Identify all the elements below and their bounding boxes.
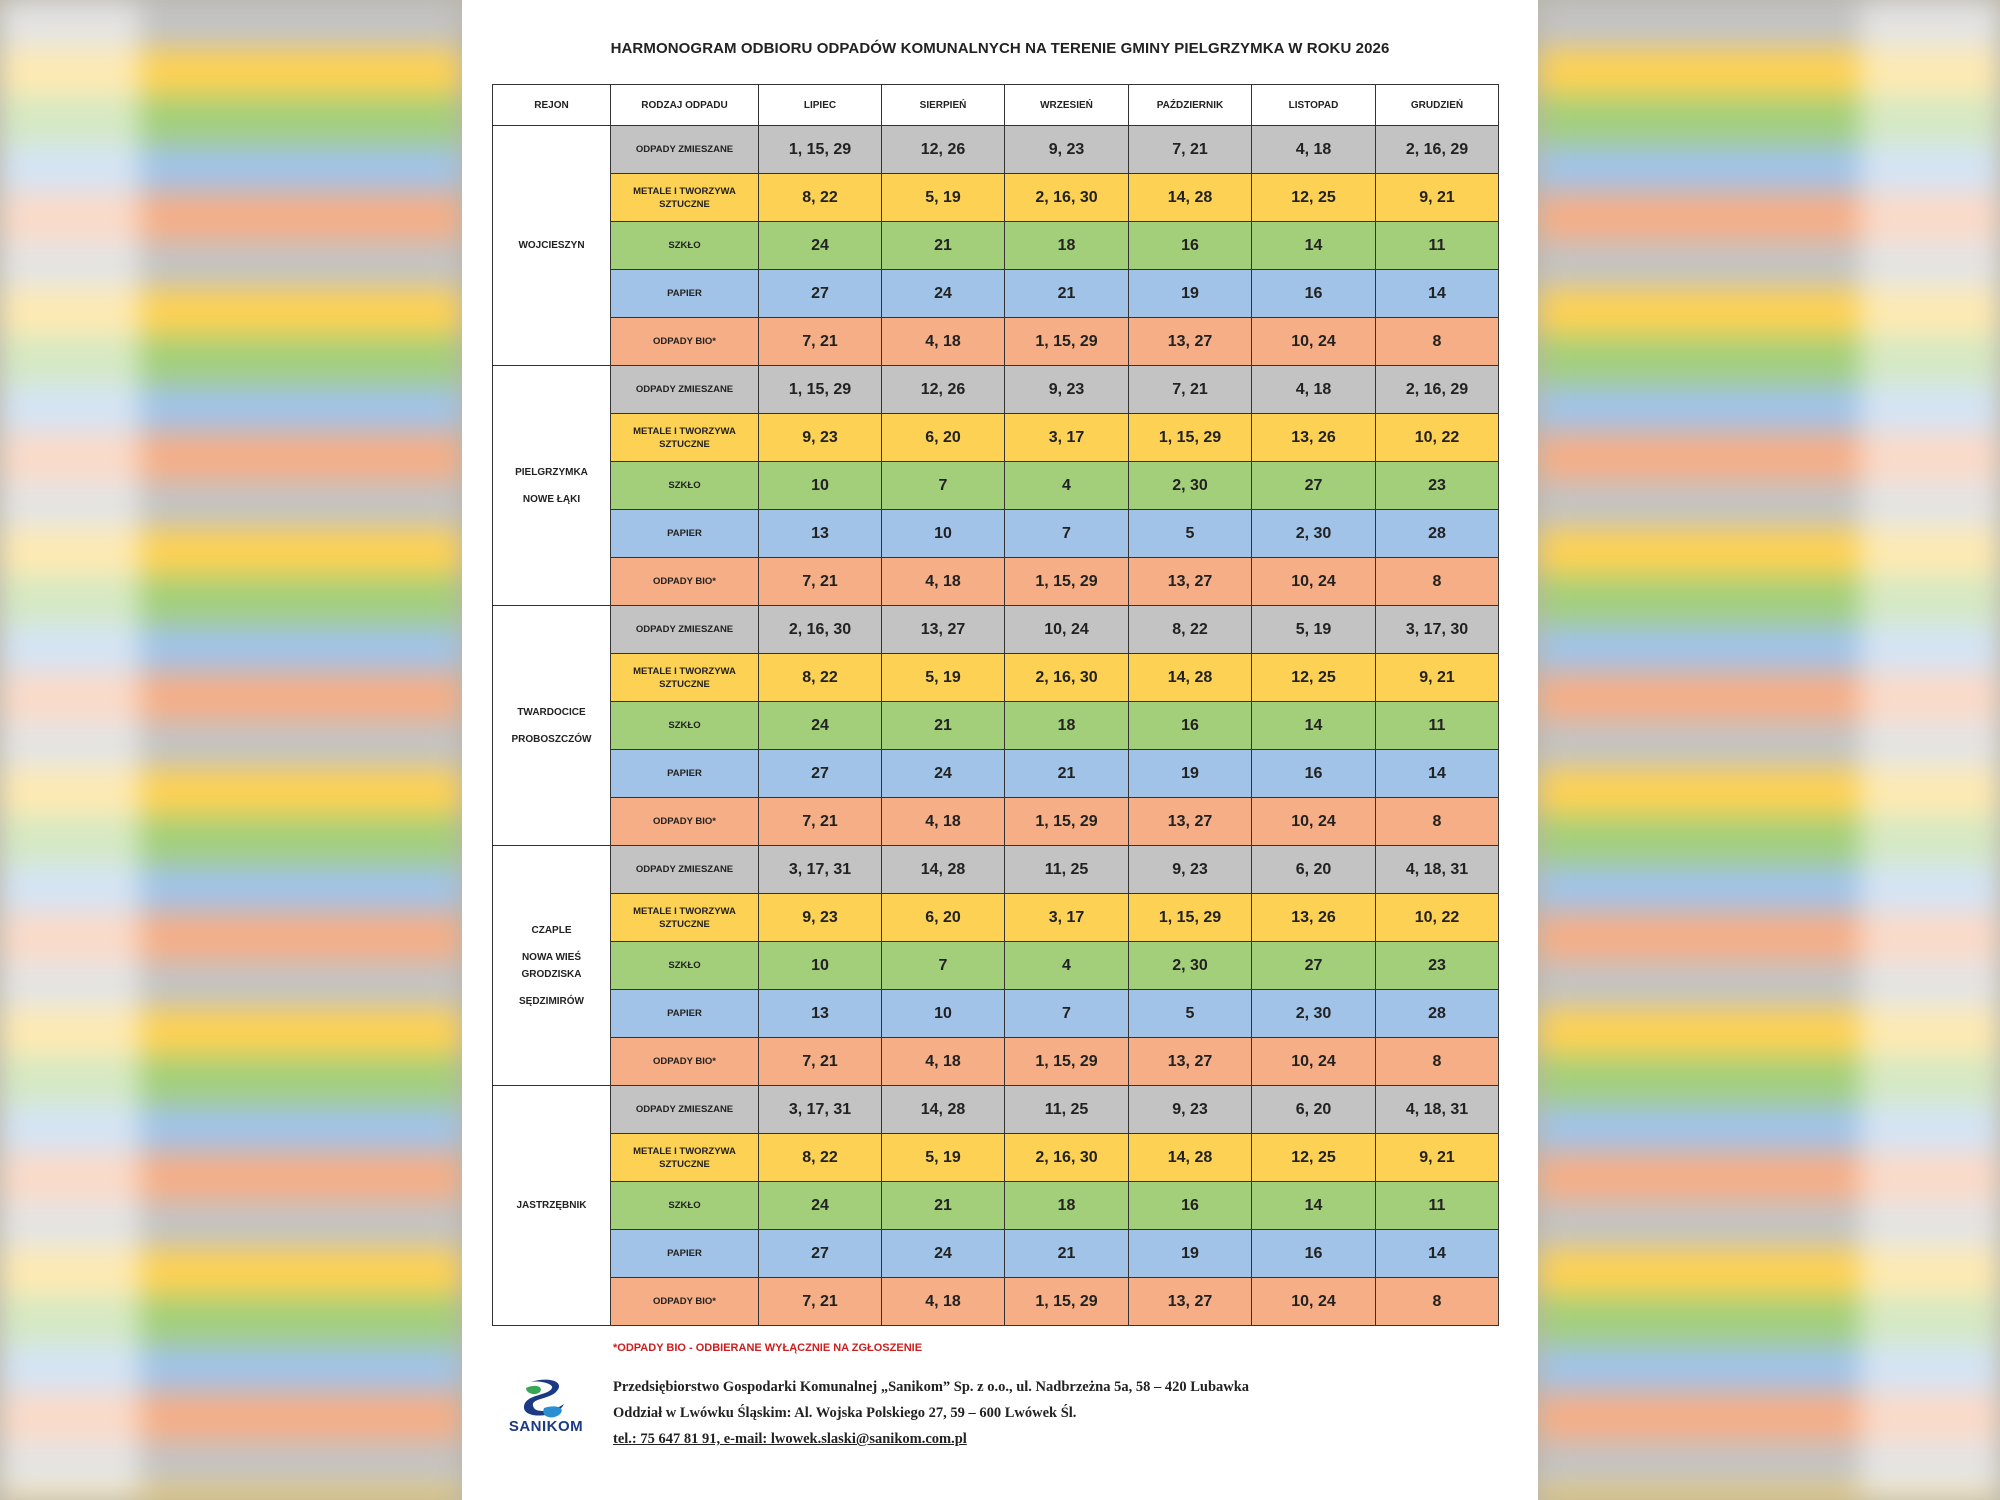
date-cell: 10, 22 (1376, 414, 1499, 462)
date-cell: 7 (1005, 990, 1129, 1038)
table-row (493, 558, 1499, 606)
date-cell: 27 (1252, 942, 1376, 990)
region-name: PROBOSZCZÓW (511, 733, 592, 745)
date-cell: 4 (1005, 942, 1129, 990)
date-cell: 4, 18 (882, 1038, 1005, 1086)
header-row (493, 85, 1499, 126)
date-cell: 13, 27 (1129, 558, 1252, 606)
date-cell: 4, 18 (882, 318, 1005, 366)
date-cell: 5 (1129, 990, 1252, 1038)
region-cell (493, 606, 611, 846)
blurred-shade (1860, 0, 2000, 1500)
date-cell: 10, 24 (1252, 318, 1376, 366)
date-cell: 1, 15, 29 (759, 366, 882, 414)
date-cell: 1, 15, 29 (1005, 558, 1129, 606)
date-cell: 14, 28 (1129, 1134, 1252, 1182)
date-cell: 16 (1252, 750, 1376, 798)
date-cell: 14, 28 (882, 846, 1005, 894)
header-month: SIERPIEŃ (882, 85, 1005, 126)
date-cell: 13, 27 (1129, 318, 1252, 366)
date-cell: 21 (882, 702, 1005, 750)
date-cell: 9, 21 (1376, 174, 1499, 222)
date-cell: 19 (1129, 270, 1252, 318)
waste-type-cell: METALE I TWORZYWA SZTUCZNE (611, 1134, 759, 1182)
date-cell: 7, 21 (1129, 366, 1252, 414)
date-cell: 27 (759, 1230, 882, 1278)
date-cell: 6, 20 (1252, 846, 1376, 894)
date-cell: 8 (1376, 558, 1499, 606)
date-cell: 8 (1376, 798, 1499, 846)
header-month: WRZESIEŃ (1005, 85, 1129, 126)
date-cell: 19 (1129, 750, 1252, 798)
date-cell: 21 (1005, 750, 1129, 798)
date-cell: 9, 23 (1129, 846, 1252, 894)
region-name: TWARDOCICE (517, 706, 586, 718)
table-row (493, 654, 1499, 702)
date-cell: 1, 15, 29 (759, 126, 882, 174)
region-gap (493, 939, 610, 949)
date-cell: 9, 21 (1376, 654, 1499, 702)
blurred-background-right (1538, 0, 2000, 1500)
region-gap (493, 481, 610, 491)
table-row (493, 798, 1499, 846)
waste-type-cell: SZKŁO (611, 462, 759, 510)
date-cell: 16 (1129, 702, 1252, 750)
date-cell: 16 (1129, 1182, 1252, 1230)
date-cell: 1, 15, 29 (1005, 798, 1129, 846)
waste-type-cell: SZKŁO (611, 1182, 759, 1230)
date-cell: 1, 15, 29 (1005, 1278, 1129, 1326)
schedule-table (492, 84, 1499, 1326)
date-cell: 10 (882, 990, 1005, 1038)
header-rodzaj-odpadu: RODZAJ ODPADU (611, 85, 759, 126)
date-cell: 12, 26 (882, 366, 1005, 414)
date-cell: 7 (882, 942, 1005, 990)
date-cell: 13, 26 (1252, 414, 1376, 462)
date-cell: 13, 26 (1252, 894, 1376, 942)
date-cell: 5 (1129, 510, 1252, 558)
date-cell: 3, 17, 31 (759, 846, 882, 894)
date-cell: 5, 19 (882, 1134, 1005, 1182)
waste-type-cell: ODPADY BIO* (611, 1038, 759, 1086)
table-row (493, 366, 1499, 414)
date-cell: 3, 17 (1005, 414, 1129, 462)
date-cell: 8, 22 (759, 1134, 882, 1182)
date-cell: 21 (882, 222, 1005, 270)
table-row (493, 750, 1499, 798)
date-cell: 11 (1376, 702, 1499, 750)
region-gap (493, 721, 610, 731)
table-row (493, 846, 1499, 894)
date-cell: 16 (1129, 222, 1252, 270)
date-cell: 27 (1252, 462, 1376, 510)
date-cell: 3, 17, 31 (759, 1086, 882, 1134)
date-cell: 7, 21 (759, 1038, 882, 1086)
date-cell: 8, 22 (1129, 606, 1252, 654)
waste-type-cell: PAPIER (611, 990, 759, 1038)
header-month: PAŹDZIERNIK (1129, 85, 1252, 126)
date-cell: 2, 16, 30 (1005, 1134, 1129, 1182)
date-cell: 4, 18, 31 (1376, 846, 1499, 894)
date-cell: 23 (1376, 462, 1499, 510)
date-cell: 9, 23 (1005, 126, 1129, 174)
date-cell: 10 (759, 942, 882, 990)
date-cell: 10, 24 (1252, 798, 1376, 846)
date-cell: 27 (759, 270, 882, 318)
date-cell: 7, 21 (1129, 126, 1252, 174)
waste-type-cell: PAPIER (611, 750, 759, 798)
date-cell: 9, 21 (1376, 1134, 1499, 1182)
region-name: CZAPLE (531, 924, 572, 936)
date-cell: 10 (882, 510, 1005, 558)
date-cell: 13 (759, 990, 882, 1038)
table-row (493, 1278, 1499, 1326)
date-cell: 13, 27 (1129, 798, 1252, 846)
date-cell: 27 (759, 750, 882, 798)
date-cell: 14 (1252, 1182, 1376, 1230)
date-cell: 5, 19 (882, 174, 1005, 222)
region-cell (493, 366, 611, 606)
waste-type-cell: PAPIER (611, 270, 759, 318)
date-cell: 14 (1376, 270, 1499, 318)
date-cell: 5, 19 (1252, 606, 1376, 654)
date-cell: 18 (1005, 702, 1129, 750)
table-row (493, 606, 1499, 654)
region-name: WOJCIESZYN (518, 240, 585, 251)
date-cell: 4, 18 (1252, 366, 1376, 414)
date-cell: 14 (1376, 750, 1499, 798)
table-row (493, 1038, 1499, 1086)
region-name: PIELGRZYMKA (515, 466, 588, 478)
date-cell: 13, 27 (1129, 1278, 1252, 1326)
date-cell: 13, 27 (882, 606, 1005, 654)
date-cell: 2, 30 (1129, 942, 1252, 990)
date-cell: 1, 15, 29 (1005, 318, 1129, 366)
date-cell: 24 (882, 270, 1005, 318)
date-cell: 24 (759, 702, 882, 750)
date-cell: 19 (1129, 1230, 1252, 1278)
date-cell: 3, 17, 30 (1376, 606, 1499, 654)
date-cell: 28 (1376, 990, 1499, 1038)
date-cell: 7, 21 (759, 798, 882, 846)
waste-type-cell: ODPADY BIO* (611, 798, 759, 846)
date-cell: 2, 16, 29 (1376, 126, 1499, 174)
date-cell: 7, 21 (759, 1278, 882, 1326)
waste-type-cell: ODPADY ZMIESZANE (611, 606, 759, 654)
date-cell: 24 (759, 1182, 882, 1230)
date-cell: 10, 24 (1252, 1038, 1376, 1086)
table-row (493, 318, 1499, 366)
date-cell: 3, 17 (1005, 894, 1129, 942)
footer-contact-link[interactable]: tel.: 75 647 81 91, e-mail: lwowek.slaski@sanikom.com.pl (613, 1431, 967, 1447)
date-cell: 9, 23 (1129, 1086, 1252, 1134)
date-cell: 4, 18 (882, 1278, 1005, 1326)
waste-type-cell: ODPADY BIO* (611, 1278, 759, 1326)
table-row (493, 990, 1499, 1038)
date-cell: 4, 18 (1252, 126, 1376, 174)
date-cell: 12, 25 (1252, 174, 1376, 222)
footer-branch-line: Oddział w Lwówku Śląskim: Al. Wojska Polskiego 27, 59 – 600 Lwówek Śl. (613, 1405, 1077, 1421)
date-cell: 9, 23 (759, 894, 882, 942)
date-cell: 11 (1376, 222, 1499, 270)
date-cell: 2, 16, 30 (1005, 174, 1129, 222)
date-cell: 24 (759, 222, 882, 270)
date-cell: 10, 24 (1252, 1278, 1376, 1326)
date-cell: 6, 20 (882, 414, 1005, 462)
waste-type-cell: PAPIER (611, 510, 759, 558)
waste-type-cell: ODPADY ZMIESZANE (611, 126, 759, 174)
date-cell: 7, 21 (759, 558, 882, 606)
date-cell: 11, 25 (1005, 846, 1129, 894)
table-row (493, 462, 1499, 510)
blurred-background-left (0, 0, 462, 1500)
date-cell: 11, 25 (1005, 1086, 1129, 1134)
date-cell: 2, 16, 29 (1376, 366, 1499, 414)
footer-company-line: Przedsiębiorstwo Gospodarki Komunalnej „Sanikom” Sp. z o.o., ul. Nadbrzeżna 5a, 58 – 420 Lubawka (613, 1379, 1250, 1395)
date-cell: 21 (1005, 270, 1129, 318)
date-cell: 21 (1005, 1230, 1129, 1278)
header-month: GRUDZIEŃ (1376, 85, 1499, 126)
date-cell: 10, 24 (1005, 606, 1129, 654)
waste-type-cell: ODPADY ZMIESZANE (611, 846, 759, 894)
date-cell: 24 (882, 1230, 1005, 1278)
date-cell: 9, 23 (1005, 366, 1129, 414)
date-cell: 13 (759, 510, 882, 558)
table-row (493, 414, 1499, 462)
table-row (493, 1086, 1499, 1134)
table-row (493, 942, 1499, 990)
region-name: NOWE ŁĄKI (522, 493, 581, 505)
date-cell: 14, 28 (882, 1086, 1005, 1134)
waste-type-cell: METALE I TWORZYWA SZTUCZNE (611, 894, 759, 942)
date-cell: 12, 26 (882, 126, 1005, 174)
region-cell (493, 846, 611, 1086)
date-cell: 2, 30 (1252, 990, 1376, 1038)
waste-type-cell: ODPADY BIO* (611, 318, 759, 366)
date-cell: 14, 28 (1129, 174, 1252, 222)
date-cell: 23 (1376, 942, 1499, 990)
region-name: NOWA WIEŚ GRODZISKA (521, 951, 582, 980)
date-cell: 24 (882, 750, 1005, 798)
date-cell: 8 (1376, 1278, 1499, 1326)
header-rejon: REJON (493, 85, 611, 126)
bio-note: *ODPADY BIO - ODBIERANE WYŁĄCZNIE NA ZGŁOSZENIE (613, 1342, 923, 1354)
date-cell: 6, 20 (1252, 1086, 1376, 1134)
waste-type-cell: ODPADY ZMIESZANE (611, 1086, 759, 1134)
header-month: LIPIEC (759, 85, 882, 126)
waste-type-cell: METALE I TWORZYWA SZTUCZNE (611, 654, 759, 702)
date-cell: 7 (1005, 510, 1129, 558)
waste-type-cell: SZKŁO (611, 222, 759, 270)
date-cell: 1, 15, 29 (1005, 1038, 1129, 1086)
date-cell: 10, 24 (1252, 558, 1376, 606)
waste-type-cell: SZKŁO (611, 702, 759, 750)
date-cell: 7 (882, 462, 1005, 510)
date-cell: 11 (1376, 1182, 1499, 1230)
table-row (493, 126, 1499, 174)
date-cell: 8, 22 (759, 174, 882, 222)
date-cell: 8 (1376, 318, 1499, 366)
date-cell: 14 (1376, 1230, 1499, 1278)
waste-type-cell: METALE I TWORZYWA SZTUCZNE (611, 174, 759, 222)
table-row (493, 1182, 1499, 1230)
date-cell: 12, 25 (1252, 654, 1376, 702)
date-cell: 4, 18, 31 (1376, 1086, 1499, 1134)
date-cell: 14, 28 (1129, 654, 1252, 702)
date-cell: 4 (1005, 462, 1129, 510)
region-cell (493, 126, 611, 366)
date-cell: 28 (1376, 510, 1499, 558)
date-cell: 5, 19 (882, 654, 1005, 702)
date-cell: 1, 15, 29 (1129, 894, 1252, 942)
waste-type-cell: ODPADY ZMIESZANE (611, 366, 759, 414)
date-cell: 10 (759, 462, 882, 510)
region-cell (493, 1086, 611, 1326)
date-cell: 14 (1252, 702, 1376, 750)
date-cell: 18 (1005, 1182, 1129, 1230)
date-cell: 8, 22 (759, 654, 882, 702)
date-cell: 18 (1005, 222, 1129, 270)
waste-type-cell: METALE I TWORZYWA SZTUCZNE (611, 414, 759, 462)
date-cell: 14 (1252, 222, 1376, 270)
table-row (493, 270, 1499, 318)
date-cell: 7, 21 (759, 318, 882, 366)
table-row (493, 510, 1499, 558)
date-cell: 21 (882, 1182, 1005, 1230)
region-name: SĘDZIMIRÓW (519, 995, 584, 1007)
sanikom-logo-text: SANIKOM (508, 1418, 584, 1435)
date-cell: 8 (1376, 1038, 1499, 1086)
date-cell: 2, 16, 30 (759, 606, 882, 654)
date-cell: 13, 27 (1129, 1038, 1252, 1086)
region-name: JASTRZĘBNIK (516, 1200, 587, 1211)
table-row (493, 1134, 1499, 1182)
waste-type-cell: PAPIER (611, 1230, 759, 1278)
date-cell: 4, 18 (882, 558, 1005, 606)
header-month: LISTOPAD (1252, 85, 1376, 126)
date-cell: 2, 30 (1252, 510, 1376, 558)
region-gap (493, 983, 610, 993)
date-cell: 6, 20 (882, 894, 1005, 942)
company-footer (613, 1374, 1249, 1452)
date-cell: 2, 16, 30 (1005, 654, 1129, 702)
document-title: HARMONOGRAM ODBIORU ODPADÓW KOMUNALNYCH NA TERENIE GMINY PIELGRZYMKA W ROKU 2026 (610, 40, 1390, 57)
schedule-document (462, 0, 1538, 1500)
date-cell: 16 (1252, 270, 1376, 318)
table-row (493, 894, 1499, 942)
date-cell: 10, 22 (1376, 894, 1499, 942)
date-cell: 12, 25 (1252, 1134, 1376, 1182)
date-cell: 16 (1252, 1230, 1376, 1278)
waste-type-cell: SZKŁO (611, 942, 759, 990)
date-cell: 4, 18 (882, 798, 1005, 846)
date-cell: 2, 30 (1129, 462, 1252, 510)
table-row (493, 222, 1499, 270)
table-row (493, 174, 1499, 222)
table-row (493, 1230, 1499, 1278)
date-cell: 9, 23 (759, 414, 882, 462)
blurred-shade (0, 0, 140, 1500)
date-cell: 1, 15, 29 (1129, 414, 1252, 462)
waste-type-cell: ODPADY BIO* (611, 558, 759, 606)
table-row (493, 702, 1499, 750)
